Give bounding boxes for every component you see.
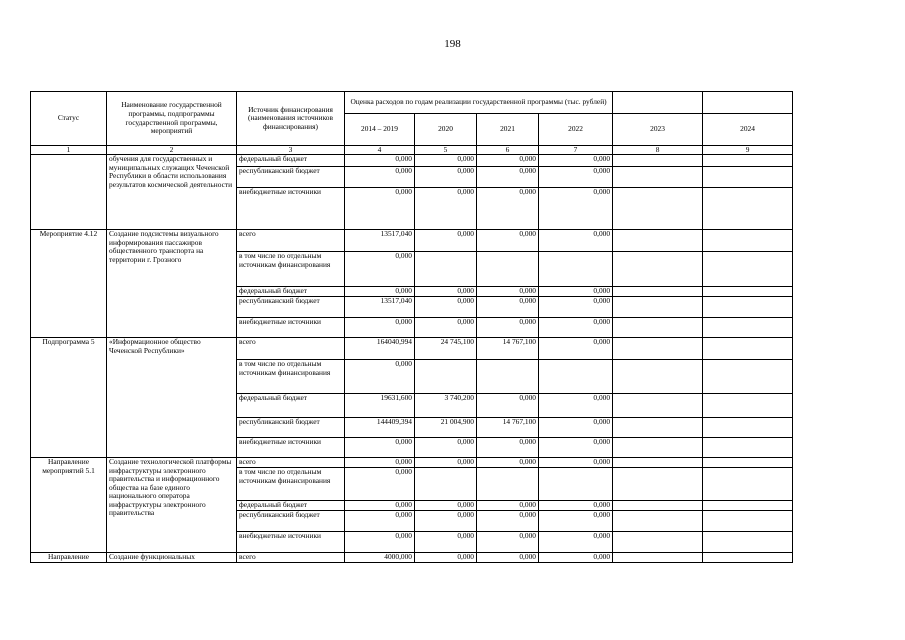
name-cell: Создание подсистемы визуального информирования пассажиров общественного транспорта на территории г. Грозного: [107, 230, 237, 338]
value-cell: 0,000: [539, 501, 613, 511]
value-cell: 0,000: [539, 553, 613, 563]
status-cell: Направление: [31, 553, 107, 563]
source-cell: федеральный бюджет: [237, 155, 345, 167]
source-cell: всего: [237, 553, 345, 563]
status-cell: Направление мероприятий 5.1: [31, 458, 107, 553]
value-cell: [613, 360, 703, 394]
value-cell: 13517,040: [345, 297, 415, 318]
value-cell: 0,000: [477, 167, 539, 188]
value-cell: 13517,040: [345, 230, 415, 252]
value-cell: 0,000: [415, 553, 477, 563]
value-cell: [703, 360, 793, 394]
value-cell: 0,000: [415, 297, 477, 318]
value-cell: 0,000: [345, 155, 415, 167]
value-cell: 0,000: [539, 167, 613, 188]
value-cell: [613, 252, 703, 287]
column-number: 6: [477, 146, 539, 155]
value-cell: 0,000: [539, 511, 613, 532]
table-row: [31, 458, 793, 468]
value-cell: 0,000: [345, 252, 415, 287]
value-cell: 24 745,100: [415, 338, 477, 360]
value-cell: 0,000: [415, 501, 477, 511]
value-cell: [703, 287, 793, 297]
page-number: 198: [444, 38, 461, 50]
value-cell: 0,000: [539, 394, 613, 418]
value-cell: [703, 252, 793, 287]
value-cell: [703, 511, 793, 532]
value-cell: 0,000: [415, 438, 477, 458]
value-cell: 19631,600: [345, 394, 415, 418]
value-cell: 14 767,100: [477, 418, 539, 438]
column-number: 4: [345, 146, 415, 155]
source-cell: в том числе по отдельным источникам финансирования: [237, 252, 345, 287]
value-cell: [703, 394, 793, 418]
value-cell: 0,000: [539, 458, 613, 468]
source-cell: всего: [237, 338, 345, 360]
value-cell: 0,000: [477, 318, 539, 338]
value-cell: 0,000: [477, 532, 539, 553]
value-cell: [613, 501, 703, 511]
value-cell: 0,000: [477, 458, 539, 468]
name-cell: Создание функциональных: [107, 553, 237, 563]
header-year: 2014 – 2019: [345, 114, 415, 146]
value-cell: [613, 287, 703, 297]
value-cell: 0,000: [477, 394, 539, 418]
value-cell: [613, 318, 703, 338]
value-cell: 0,000: [539, 287, 613, 297]
header-estimate: Оценка расходов по годам реализации государственной программы (тыс. рублей): [345, 92, 613, 114]
value-cell: 0,000: [477, 188, 539, 230]
value-cell: 0,000: [415, 155, 477, 167]
value-cell: [477, 360, 539, 394]
source-cell: всего: [237, 230, 345, 252]
value-cell: [613, 167, 703, 188]
value-cell: 0,000: [345, 468, 415, 501]
table-body: [31, 155, 793, 563]
status-cell: Подпрограмма 5: [31, 338, 107, 458]
value-cell: [613, 230, 703, 252]
value-cell: [613, 438, 703, 458]
value-cell: [703, 167, 793, 188]
value-cell: 144409,394: [345, 418, 415, 438]
name-cell: Создание технологической платформы инфраструктуры электронного правительства и информационного общества на базе единого национального оператора инфраструктуры электронного правительства: [107, 458, 237, 553]
source-cell: внебюджетные источники: [237, 438, 345, 458]
source-cell: федеральный бюджет: [237, 394, 345, 418]
value-cell: [613, 394, 703, 418]
value-cell: [703, 188, 793, 230]
value-cell: 0,000: [539, 418, 613, 438]
value-cell: 0,000: [539, 188, 613, 230]
value-cell: 0,000: [345, 511, 415, 532]
column-number: 7: [539, 146, 613, 155]
source-cell: федеральный бюджет: [237, 501, 345, 511]
header-year: 2021: [477, 114, 539, 146]
value-cell: 0,000: [477, 438, 539, 458]
value-cell: 0,000: [345, 287, 415, 297]
value-cell: 0,000: [415, 167, 477, 188]
value-cell: [703, 155, 793, 167]
value-cell: 0,000: [415, 188, 477, 230]
table-row: [31, 155, 793, 167]
value-cell: 0,000: [477, 155, 539, 167]
table-header: [31, 92, 793, 155]
table-row: [31, 230, 793, 252]
value-cell: [613, 511, 703, 532]
header-year: 2020: [415, 114, 477, 146]
source-cell: республиканский бюджет: [237, 297, 345, 318]
column-number: 2: [107, 146, 237, 155]
header-name: Наименование государственной программы, подпрограммы государственной программы, мероприятий: [107, 92, 237, 146]
value-cell: 21 004,900: [415, 418, 477, 438]
status-cell: [31, 155, 107, 230]
value-cell: [613, 155, 703, 167]
column-number: 5: [415, 146, 477, 155]
value-cell: [415, 360, 477, 394]
value-cell: 0,000: [477, 287, 539, 297]
value-cell: 0,000: [539, 230, 613, 252]
value-cell: 0,000: [345, 501, 415, 511]
value-cell: [703, 438, 793, 458]
name-cell: обучения для государственных и муниципальных служащих Чеченской Республики в области использования результатов космической деятельности: [107, 155, 237, 230]
value-cell: [703, 532, 793, 553]
value-cell: [703, 230, 793, 252]
table-row: [31, 338, 793, 360]
source-cell: в том числе по отдельным источникам финансирования: [237, 360, 345, 394]
value-cell: 0,000: [345, 532, 415, 553]
value-cell: 0,000: [477, 511, 539, 532]
value-cell: 0,000: [477, 553, 539, 563]
value-cell: [613, 338, 703, 360]
budget-table-container: [30, 91, 792, 563]
value-cell: 0,000: [345, 360, 415, 394]
value-cell: 0,000: [539, 338, 613, 360]
value-cell: [613, 188, 703, 230]
value-cell: 0,000: [345, 318, 415, 338]
value-cell: [703, 318, 793, 338]
value-cell: 164040,994: [345, 338, 415, 360]
source-cell: всего: [237, 458, 345, 468]
value-cell: [703, 338, 793, 360]
header-status: Статус: [31, 92, 107, 146]
value-cell: 0,000: [539, 318, 613, 338]
value-cell: 0,000: [345, 167, 415, 188]
value-cell: [613, 553, 703, 563]
value-cell: [477, 252, 539, 287]
source-cell: республиканский бюджет: [237, 418, 345, 438]
value-cell: 0,000: [539, 155, 613, 167]
value-cell: [613, 297, 703, 318]
value-cell: [703, 458, 793, 468]
value-cell: 0,000: [415, 318, 477, 338]
table-row: [31, 553, 793, 563]
value-cell: 0,000: [477, 297, 539, 318]
value-cell: [613, 468, 703, 501]
value-cell: [703, 297, 793, 318]
value-cell: 0,000: [477, 230, 539, 252]
source-cell: в том числе по отдельным источникам финансирования: [237, 468, 345, 501]
value-cell: 0,000: [415, 458, 477, 468]
value-cell: 3 740,200: [415, 394, 477, 418]
header-source: Источник финансирования (наименования источников финансирования): [237, 92, 345, 146]
value-cell: 0,000: [539, 438, 613, 458]
source-cell: республиканский бюджет: [237, 511, 345, 532]
value-cell: 0,000: [345, 458, 415, 468]
budget-table: [30, 91, 793, 563]
value-cell: [613, 458, 703, 468]
value-cell: 0,000: [477, 501, 539, 511]
column-number: 1: [31, 146, 107, 155]
header-year: 2022: [539, 114, 613, 146]
value-cell: [539, 468, 613, 501]
name-cell: «Информационное общество Чеченской Республики»: [107, 338, 237, 458]
source-cell: республиканский бюджет: [237, 167, 345, 188]
value-cell: [703, 501, 793, 511]
value-cell: 0,000: [415, 287, 477, 297]
value-cell: [613, 418, 703, 438]
value-cell: [703, 553, 793, 563]
value-cell: [703, 468, 793, 501]
value-cell: [703, 418, 793, 438]
value-cell: 4000,000: [345, 553, 415, 563]
value-cell: 0,000: [415, 230, 477, 252]
value-cell: [539, 252, 613, 287]
status-cell: Мероприятие 4.12: [31, 230, 107, 338]
column-number: 9: [703, 146, 793, 155]
source-cell: внебюджетные источники: [237, 318, 345, 338]
source-cell: внебюджетные источники: [237, 532, 345, 553]
value-cell: [415, 252, 477, 287]
column-number: 3: [237, 146, 345, 155]
value-cell: 0,000: [539, 297, 613, 318]
value-cell: 0,000: [345, 438, 415, 458]
value-cell: [539, 360, 613, 394]
source-cell: внебюджетные источники: [237, 188, 345, 230]
header-blank: [703, 92, 793, 114]
value-cell: 0,000: [415, 511, 477, 532]
value-cell: [613, 532, 703, 553]
header-blank: [613, 92, 703, 114]
source-cell: федеральный бюджет: [237, 287, 345, 297]
value-cell: [415, 468, 477, 501]
value-cell: [477, 468, 539, 501]
header-year: 2023: [613, 114, 703, 146]
value-cell: 0,000: [539, 532, 613, 553]
header-year: 2024: [703, 114, 793, 146]
value-cell: 0,000: [345, 188, 415, 230]
value-cell: 14 767,100: [477, 338, 539, 360]
column-number: 8: [613, 146, 703, 155]
value-cell: 0,000: [415, 532, 477, 553]
